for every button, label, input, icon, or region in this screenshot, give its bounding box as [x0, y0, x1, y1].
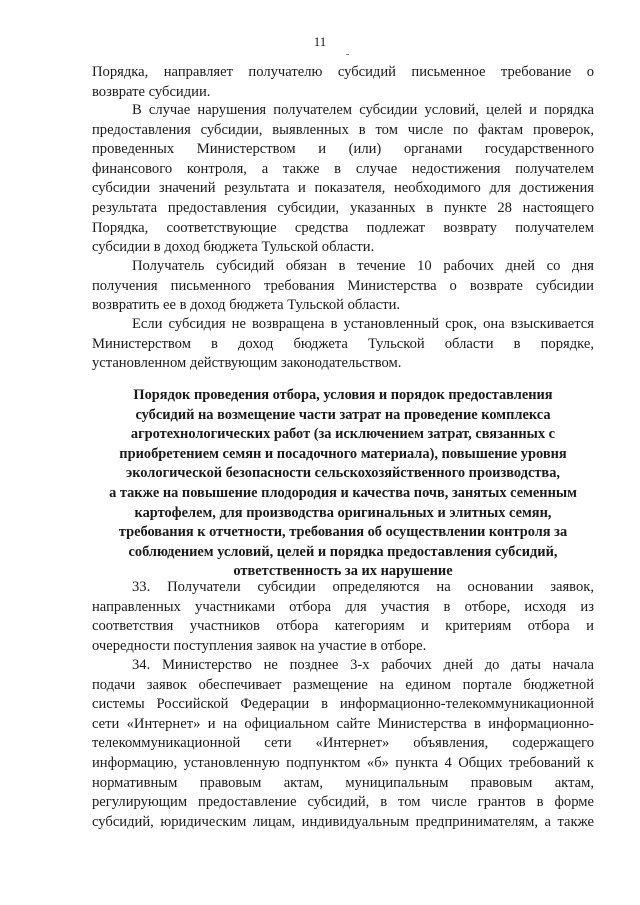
- text-line: субсидии значений результата и показателя, необходимого для достижения: [92, 180, 594, 197]
- text-line: соответствия участников отбора категориям и критериям отбора и: [92, 618, 594, 635]
- text-line: финансового контроля, а также в случае недостижения получателем: [92, 160, 594, 177]
- text-line: возвратить ее в доход бюджета Тульской области.: [92, 297, 401, 314]
- text-line: информацию, установленную подпунктом «б» пункта 4 Общих требований к: [92, 754, 594, 771]
- text-line: сети «Интернет» и на официальном сайте Министерства в информационно-: [92, 715, 594, 732]
- heading-line: экологической безопасности сельскохозяйственного производства,: [125, 465, 560, 482]
- heading-line: ответственность за их нарушение: [233, 563, 453, 580]
- text-line: результата предоставления субсидии, указанных в пункте 28 настоящего: [92, 199, 594, 216]
- text-line: направленных участниками отбора для участия в отборе, исходя из: [92, 598, 594, 615]
- text-line: нормативным правовым актам, муниципальным правовым актам,: [92, 774, 594, 791]
- paragraph-violation: [92, 101, 594, 258]
- paragraph-return-requirement: [92, 63, 594, 102]
- paragraph-recovery: [92, 315, 594, 374]
- text-line: Порядка, соответствующие средства подлежат возврату получателем: [92, 219, 594, 236]
- heading-line: субсидий на возмещение части затрат на проведение комплекса: [135, 406, 551, 423]
- text-line: очередности поступления заявок на участие в отборе.: [92, 637, 427, 654]
- paragraph-34: [92, 656, 594, 832]
- text-line: получения письменного требования Министерства о возврате субсидии: [92, 277, 594, 294]
- text-line: Министерством в доход бюджета Тульской области в порядке,: [92, 335, 594, 352]
- heading-line: картофелем, для производства оригинальных и элитных семян,: [134, 504, 552, 521]
- text-line: системы Российской Федерации в информационно-телекоммуникационной: [92, 696, 594, 713]
- heading-line: приобретением семян и посадочного материала), повышение уровня: [119, 445, 567, 462]
- text-line: субсидии в доход бюджета Тульской области.: [92, 239, 375, 256]
- text-line: проведенных Министерством и (или) органами государственного: [92, 141, 594, 158]
- text-line: 33. Получатели субсидии определяются на основании заявок,: [132, 579, 594, 595]
- text-line: предоставления субсидии, выявленных в том числе по фактам проверок,: [92, 121, 594, 138]
- text-line: подачи заявок обеспечивает размещение на едином портале бюджетной: [92, 676, 594, 693]
- heading-line: требования к отчетности, требования об осуществлении контроля за: [118, 524, 568, 541]
- text-line: субсидий, юридическим лицам, индивидуальным предпринимателям, а также: [92, 813, 594, 830]
- page-number: 11: [313, 34, 327, 49]
- text-line: возврате субсидии.: [92, 83, 211, 100]
- section-heading: [92, 386, 594, 582]
- text-line: 34. Министерство не позднее 3-х рабочих дней до даты начала: [132, 657, 594, 673]
- heading-line: Порядок проведения отбора, условия и порядок предоставления: [133, 387, 553, 403]
- text-line: регулирующим предоставление субсидий, в том числе грантов в форме: [92, 794, 594, 811]
- text-line: Порядка, направляет получателю субсидий письменное требование о: [92, 64, 594, 80]
- heading-line: а также на повышение плодородия и качества почв, занятых семенным: [109, 484, 577, 501]
- top-mark: -: [346, 49, 350, 60]
- text-line: В случае нарушения получателем субсидии условий, целей и порядка: [132, 102, 594, 118]
- text-line: Если субсидия не возвращена в установленный срок, она взыскивается: [132, 316, 594, 332]
- text-line: установленном действующим законодательством.: [92, 355, 402, 372]
- text-line: телекоммуникационной сети «Интернет» объявления, содержащего: [92, 735, 594, 752]
- paragraph-33: [92, 578, 594, 656]
- paragraph-obligation: [92, 257, 594, 316]
- text-line: Получатель субсидий обязан в течение 10 рабочих дней со дня: [132, 258, 594, 274]
- heading-line: соблюдением условий, целей и порядка предоставления субсидий,: [128, 543, 558, 560]
- heading-line: агротехнологических работ (за исключением затрат, связанных с: [130, 426, 556, 443]
